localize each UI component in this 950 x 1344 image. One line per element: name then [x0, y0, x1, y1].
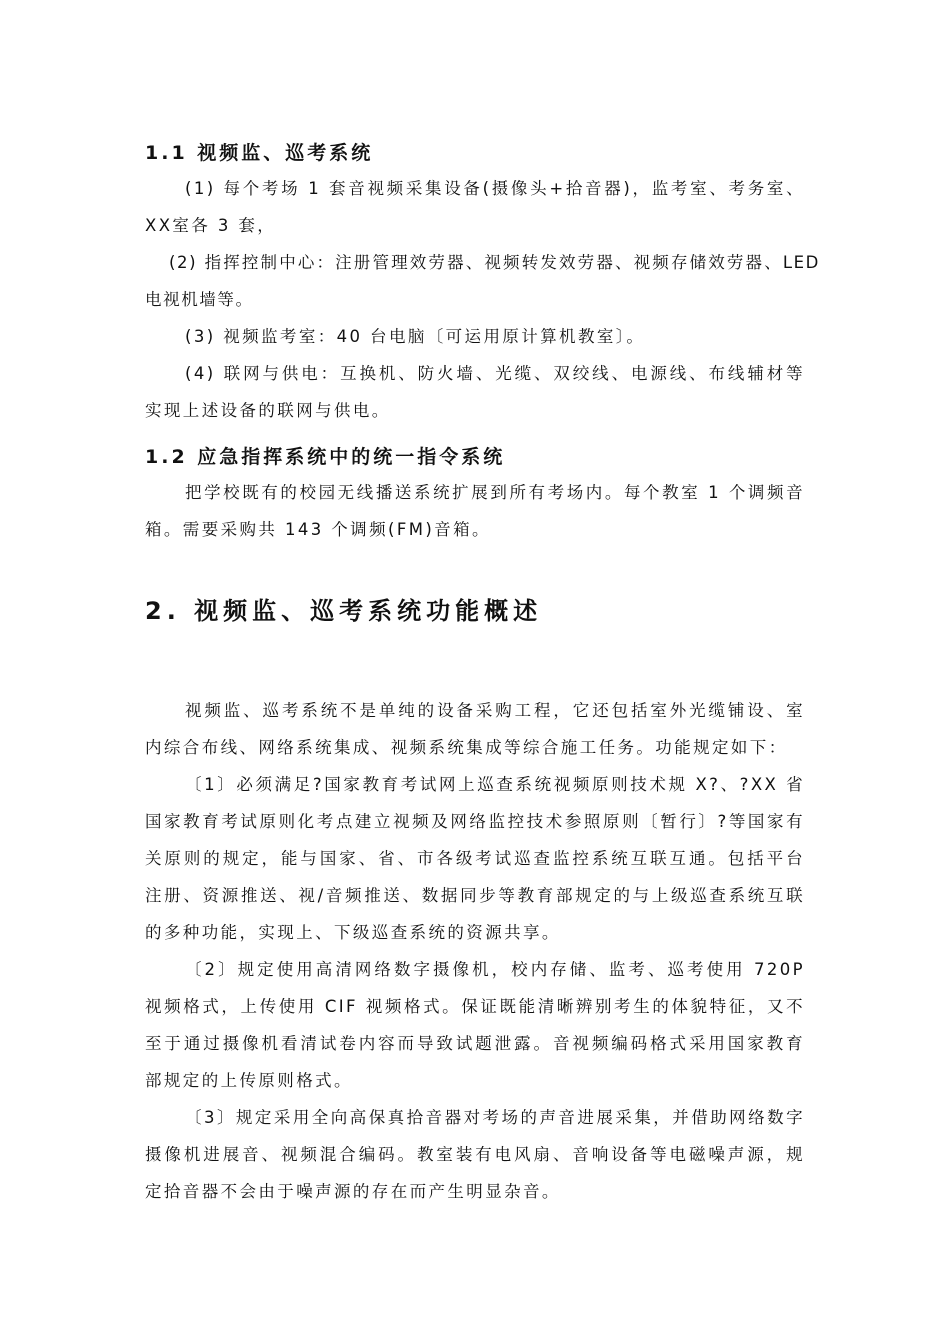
- section-2-heading: 2. 视频监、巡考系统功能概述: [145, 597, 543, 625]
- section-1-1-item-4: (4) 联网与供电：互换机、防火墙、光缆、双绞线、电源线、布线辅材等实现上述设备的联网与供电。: [145, 364, 805, 420]
- section-2-requirement-1: 〔1〕必须满足?国家教育考试网上巡查系统视频原则技术规 X?、?XX 省国家教育考试原则化考点建立视频及网络监控技术参照原则〔暂行〕?等国家有关原则的规定，能与国家、省、市各级考试巡查监控系统互联互通。包括平台注册、资源推送、视/音频推送、数据同步等教育部规定的与上级巡查系统互联的多种功能，实现上、下级巡查系统的资源共享。: [145, 775, 805, 942]
- section-1-1-heading: 1.1 视频监、巡考系统: [145, 142, 374, 164]
- section-2-intro: 视频监、巡考系统不是单纯的设备采购工程，它还包括室外光缆铺设、室内综合布线、网络系统集成、视频系统集成等综合施工任务。功能规定如下：: [145, 701, 805, 757]
- section-1-2-paragraph: 把学校既有的校园无线播送系统扩展到所有考场内。每个教室 1 个调频音箱。需要采购共 143 个调频(FM)音箱。: [145, 483, 805, 539]
- section-1-2-heading: 1.2 应急指挥系统中的统一指令系统: [145, 446, 506, 468]
- section-1-1-item-1: (1) 每个考场 1 套音视频采集设备(摄像头+拾音器)，监考室、考务室、XX室各 3 套，: [145, 179, 805, 235]
- section-1-1-item-3: (3) 视频监考室：40 台电脑〔可运用原计算机教室〕。: [185, 327, 646, 346]
- section-2-requirement-3: 〔3〕规定采用全向高保真拾音器对考场的声音进展采集，并借助网络数字摄像机进展音、视频混合编码。教室装有电风扇、音响设备等电磁噪声源，规定拾音器不会由于噪声源的存在而产生明显杂音。: [145, 1108, 805, 1201]
- section-1-1-item-2: (2) 指挥控制中心：注册管理效劳器、视频转发效劳器、视频存储效劳器、LED 电视机墙等。: [145, 253, 820, 309]
- section-2-requirement-2: 〔2〕规定使用高清网络数字摄像机，校内存储、监考、巡考使用 720P 视频格式，上传使用 CIF 视频格式。保证既能清晰辨别考生的体貌特征，又不至于通过摄像机看清试卷内容而导致试题泄露。音视频编码格式采用国家教育部规定的上传原则格式。: [145, 960, 805, 1090]
